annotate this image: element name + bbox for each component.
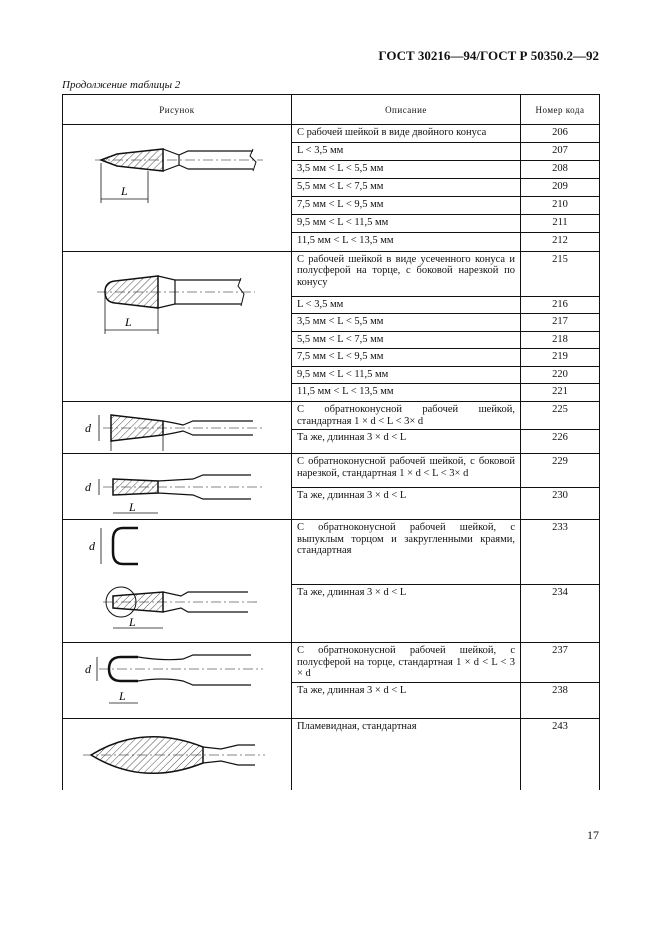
dimension-label-d: d <box>85 662 91 677</box>
row-code: 226 <box>521 430 600 454</box>
row-description: 9,5 мм < L < 11,5 мм <box>292 366 521 384</box>
row-code: 218 <box>521 331 600 349</box>
row-code: 243 <box>521 718 600 790</box>
row-description: 9,5 мм < L < 11,5 мм <box>292 215 521 233</box>
row-description: С обратноконусной рабочей шейкой, стандартная 1 × d < L < 3× d <box>292 402 521 430</box>
row-code: 216 <box>521 296 600 314</box>
row-description: 11,5 мм < L < 13,5 мм <box>292 384 521 402</box>
figure-hemisphere-end <box>63 643 292 719</box>
table-header-row <box>63 95 600 125</box>
row-code: 219 <box>521 349 600 367</box>
row-description: 11,5 мм < L < 13,5 мм <box>292 233 521 251</box>
row-description: С обратноконусной рабочей шейкой, с выпуклым торцом и закругленными краями, стандартная <box>292 520 521 585</box>
row-description: С рабочей шейкой в виде двойного конуса <box>292 125 521 143</box>
codes-table <box>62 94 600 790</box>
table-row <box>63 402 600 430</box>
row-code: 220 <box>521 366 600 384</box>
row-code: 215 <box>521 251 600 296</box>
row-description: Та же, длинная 3 × d < L <box>292 584 521 642</box>
table-row <box>63 718 600 790</box>
row-description: 5,5 мм < L < 7,5 мм <box>292 331 521 349</box>
row-code: 212 <box>521 233 600 251</box>
column-header-figure: Рисунок <box>63 95 292 125</box>
row-description: Та же, длинная 3 × d < L <box>292 430 521 454</box>
row-code: 225 <box>521 402 600 430</box>
row-description: Пламевидная, стандартная <box>292 718 521 790</box>
row-description: Та же, длинная 3 × d < L <box>292 488 521 520</box>
row-code: 209 <box>521 179 600 197</box>
document-header: ГОСТ 30216—94/ГОСТ Р 50350.2—92 <box>378 48 599 63</box>
dimension-label-L: L <box>129 499 136 514</box>
table-row <box>63 251 600 296</box>
row-code: 238 <box>521 682 600 718</box>
row-code: 230 <box>521 488 600 520</box>
row-description: 5,5 мм < L < 7,5 мм <box>292 179 521 197</box>
figure-convex-end <box>63 520 292 643</box>
row-code: 211 <box>521 215 600 233</box>
row-description: 3,5 мм < L < 5,5 мм <box>292 161 521 179</box>
row-description: L < 3,5 мм <box>292 143 521 161</box>
dimension-label-d: d <box>85 479 91 494</box>
row-code: 229 <box>521 454 600 488</box>
row-description: L < 3,5 мм <box>292 296 521 314</box>
row-description: Та же, длинная 3 × d < L <box>292 682 521 718</box>
table-row <box>63 520 600 585</box>
dimension-label-L: L <box>129 615 136 629</box>
row-code: 207 <box>521 143 600 161</box>
row-description: С рабочей шейкой в виде усеченного конуса и полусферой на торце, с боковой нарезкой по конусу <box>292 251 521 296</box>
row-code: 233 <box>521 520 600 585</box>
row-description: С обратноконусной рабочей шейкой, с боковой нарезкой, стандартная 1 × d < L < 3× d <box>292 454 521 488</box>
row-code: 221 <box>521 384 600 402</box>
page-number: 17 <box>587 828 599 842</box>
figure-inverted-cone <box>63 402 292 454</box>
table-row <box>63 125 600 143</box>
figure-truncated-cone <box>63 251 292 402</box>
row-description: С обратноконусной рабочей шейкой, с полусферой на торце, стандартная 1 × d < L < 3 × d <box>292 643 521 683</box>
row-code: 206 <box>521 125 600 143</box>
table-row <box>63 454 600 488</box>
figure-double-cone <box>63 125 292 252</box>
dimension-label-L: L <box>121 184 128 198</box>
row-code: 208 <box>521 161 600 179</box>
figure-inverted-cone-cut <box>63 454 292 520</box>
row-description: 7,5 мм < L < 9,5 мм <box>292 197 521 215</box>
column-header-description: Описание <box>292 95 521 125</box>
table-continuation-caption: Продолжение таблицы 2 <box>62 79 181 91</box>
table-row <box>63 643 600 683</box>
dimension-label-L: L <box>125 314 132 329</box>
row-description: 7,5 мм < L < 9,5 мм <box>292 349 521 367</box>
column-header-code: Номер кода <box>521 95 600 125</box>
row-code: 217 <box>521 314 600 332</box>
row-code: 234 <box>521 584 600 642</box>
dimension-label-d: d <box>85 420 91 435</box>
dimension-label-L: L <box>119 689 126 704</box>
row-code: 210 <box>521 197 600 215</box>
figure-flame <box>63 718 292 790</box>
dimension-label-d: d <box>89 539 95 553</box>
row-description: 3,5 мм < L < 5,5 мм <box>292 314 521 332</box>
row-code: 237 <box>521 643 600 683</box>
